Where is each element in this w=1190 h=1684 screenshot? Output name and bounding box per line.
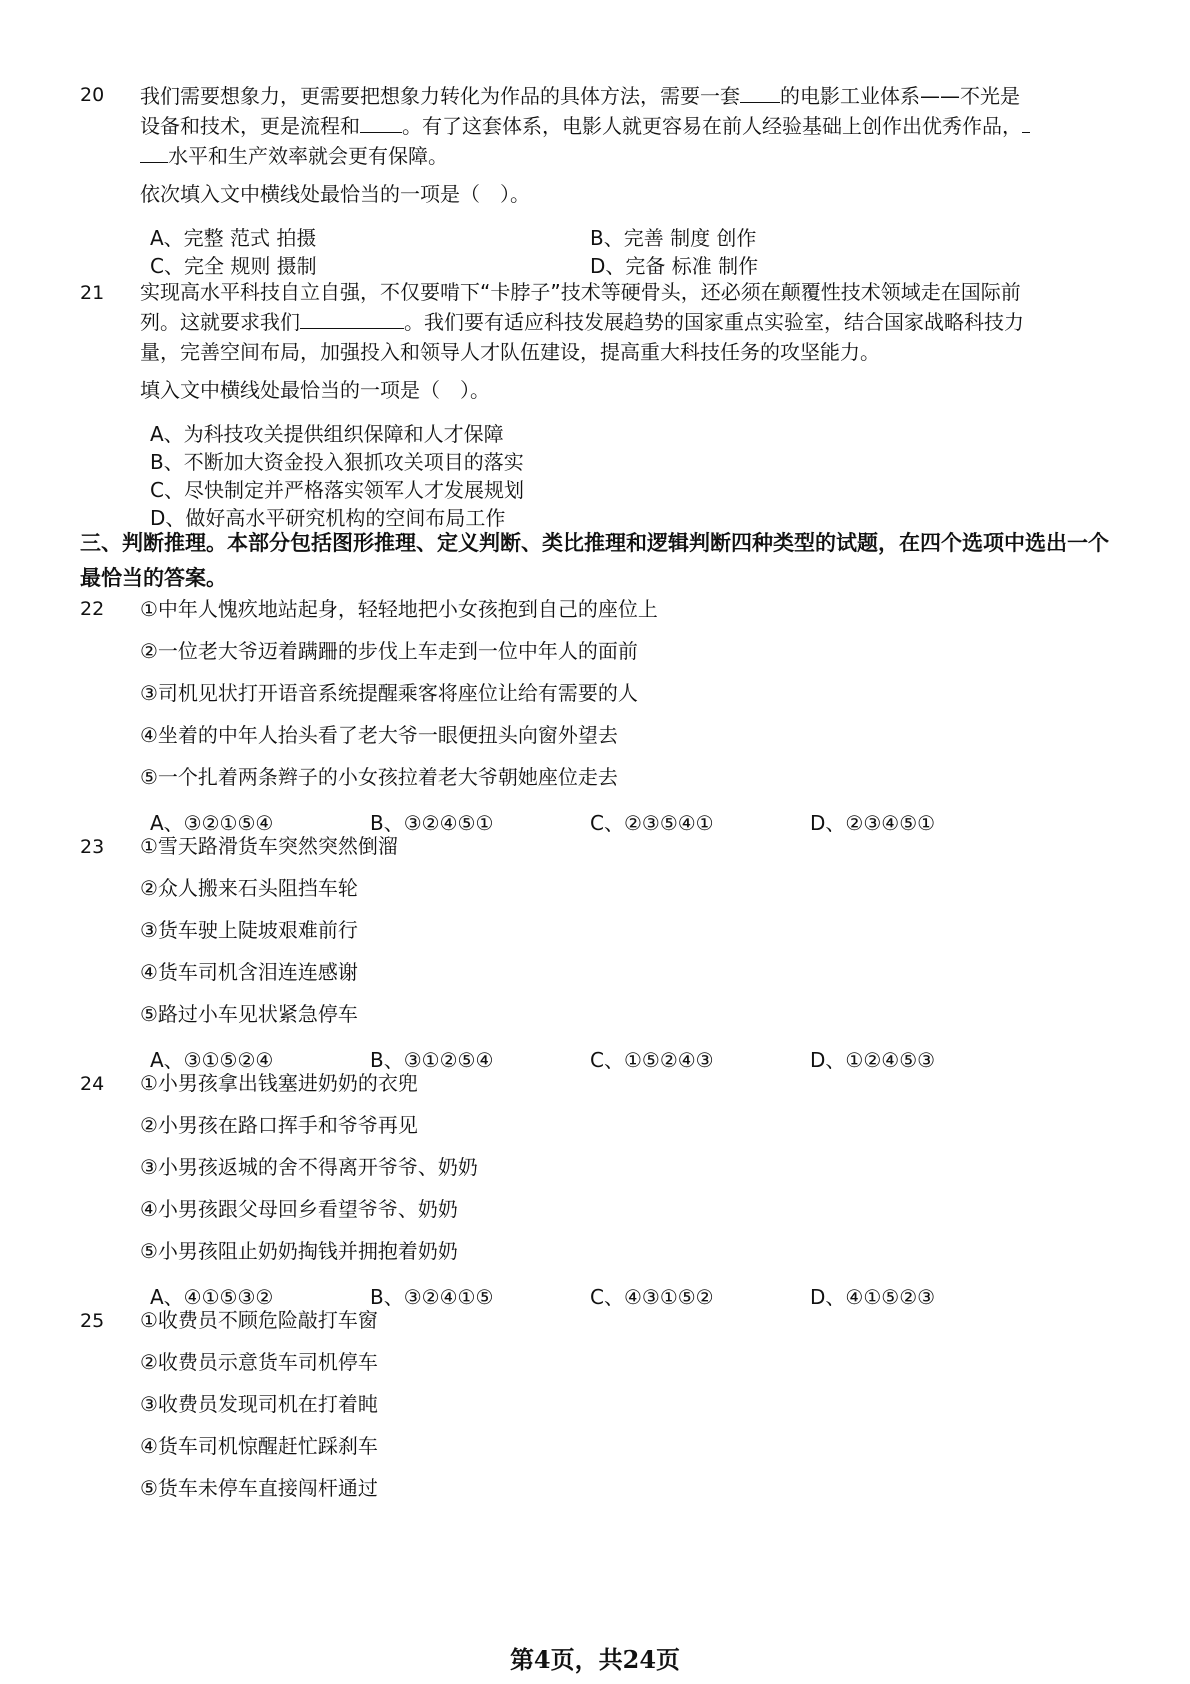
option-d: D、①②④⑤③ bbox=[810, 1048, 936, 1072]
text-segment: 。有了这套体系，电影人就更容易在前人经验基础上创作出优秀作品， bbox=[402, 114, 1022, 138]
sequence-item: ③收费员发现司机在打着盹 bbox=[140, 1392, 378, 1416]
sequence-item: ④货车司机含泪连连感谢 bbox=[140, 960, 358, 984]
sequence-item: ①小男孩拿出钱塞进奶奶的衣兜 bbox=[140, 1071, 418, 1095]
sequence-item: ⑤货车未停车直接闯杆通过 bbox=[140, 1476, 378, 1500]
question-text-line bbox=[140, 306, 1024, 338]
sequence-item: ④小男孩跟父母回乡看望爷爷、奶奶 bbox=[140, 1197, 458, 1221]
text-segment: 的电影工业体系——不光是 bbox=[780, 84, 1020, 108]
question-text-line: 实现高水平科技自立自强，不仅要啃下“卡脖子”技术等硬骨头，还必须在颠覆性技术领域走在国际前 bbox=[140, 280, 1021, 304]
option-a: A、③①⑤②④ bbox=[150, 1048, 274, 1072]
sequence-item: ①收费员不顾危险敲打车窗 bbox=[140, 1308, 378, 1332]
sequence-item: ④货车司机惊醒赶忙踩刹车 bbox=[140, 1434, 378, 1458]
sequence-item: ④坐着的中年人抬头看了老大爷一眼便扭头向窗外望去 bbox=[140, 723, 618, 747]
question-number: 22 bbox=[80, 598, 105, 620]
option-d: D、做好高水平研究机构的空间布局工作 bbox=[150, 506, 506, 530]
sequence-item: ①中年人愧疚地站起身，轻轻地把小女孩抱到自己的座位上 bbox=[140, 597, 658, 621]
question-number: 25 bbox=[80, 1310, 105, 1332]
fill-blank bbox=[740, 84, 780, 103]
question-text-line: 量，完善空间布局，加强投入和领导人才队伍建设，提高重大科技任务的攻坚能力。 bbox=[140, 340, 880, 364]
sequence-item: ②收费员示意货车司机停车 bbox=[140, 1350, 378, 1374]
sequence-item: ⑤路过小车见状紧急停车 bbox=[140, 1002, 358, 1026]
option-b: B、不断加大资金投入狠抓攻关项目的落实 bbox=[150, 450, 524, 474]
option-a: A、③②①⑤④ bbox=[150, 811, 274, 835]
sequence-item: ⑤小男孩阻止奶奶掏钱并拥抱着奶奶 bbox=[140, 1239, 458, 1263]
sequence-item: ①雪天路滑货车突然突然倒溜 bbox=[140, 834, 398, 858]
option-d: D、②③④⑤① bbox=[810, 811, 936, 835]
sequence-item: ②众人搬来石头阻挡车轮 bbox=[140, 876, 358, 900]
option-a: A、完整 范式 拍摄 bbox=[150, 226, 317, 250]
page-footer: 第4页，共24页 bbox=[509, 1645, 681, 1674]
option-b: B、③②④⑤① bbox=[370, 811, 494, 835]
sequence-item: ③货车驶上陡坡艰难前行 bbox=[140, 918, 358, 942]
option-a: A、为科技攻关提供组织保障和人才保障 bbox=[150, 422, 504, 446]
fill-blank bbox=[1022, 114, 1030, 133]
text-segment: 列。这就要求我们 bbox=[140, 310, 300, 334]
option-c: C、④③①⑤② bbox=[590, 1285, 714, 1309]
sequence-item: ②小男孩在路口挥手和爷爷再见 bbox=[140, 1113, 418, 1137]
fill-blank bbox=[360, 114, 402, 133]
question-text-line bbox=[140, 80, 1020, 112]
option-c: C、尽快制定并严格落实领军人才发展规划 bbox=[150, 478, 524, 502]
option-a: A、④①⑤③② bbox=[150, 1285, 274, 1309]
option-c: C、完全 规则 摄制 bbox=[150, 254, 317, 278]
question-number: 23 bbox=[80, 836, 105, 858]
option-c: C、②③⑤④① bbox=[590, 811, 714, 835]
question-text-line bbox=[140, 110, 1030, 142]
option-b: B、完善 制度 创作 bbox=[590, 226, 757, 250]
sequence-item: ②一位老大爷迈着蹒跚的步伐上车走到一位中年人的面前 bbox=[140, 639, 638, 663]
option-c: C、①⑤②④③ bbox=[590, 1048, 714, 1072]
option-b: B、③①②⑤④ bbox=[370, 1048, 494, 1072]
sequence-item: ③司机见状打开语音系统提醒乘客将座位让给有需要的人 bbox=[140, 681, 638, 705]
fill-blank bbox=[140, 144, 168, 163]
text-segment: 。我们要有适应科技发展趋势的国家重点实验室，结合国家战略科技力 bbox=[404, 310, 1024, 334]
question-prompt: 依次填入文中横线处最恰当的一项是（ ）。 bbox=[140, 182, 530, 206]
text-segment: 我们需要想象力，更需要把想象力转化为作品的具体方法，需要一套 bbox=[140, 84, 740, 108]
question-number: 20 bbox=[80, 84, 105, 106]
option-b: B、③②④①⑤ bbox=[370, 1285, 494, 1309]
option-d: D、④①⑤②③ bbox=[810, 1285, 936, 1309]
sequence-item: ⑤一个扎着两条辫子的小女孩拉着老大爷朝她座位走去 bbox=[140, 765, 618, 789]
section-heading: 三、判断推理。本部分包括图形推理、定义判断、类比推理和逻辑判断四种类型的试题，在四个选项中选出一个最恰当的答案。 bbox=[80, 531, 1109, 590]
question-number: 24 bbox=[80, 1073, 105, 1095]
question-text-line bbox=[140, 140, 448, 172]
question-prompt: 填入文中横线处最恰当的一项是（ ）。 bbox=[140, 378, 490, 402]
sequence-item: ③小男孩返城的舍不得离开爷爷、奶奶 bbox=[140, 1155, 478, 1179]
text-segment: 水平和生产效率就会更有保障。 bbox=[168, 144, 448, 168]
question-number: 21 bbox=[80, 282, 105, 304]
option-d: D、完备 标准 制作 bbox=[590, 254, 759, 278]
text-segment: 设备和技术，更是流程和 bbox=[140, 114, 360, 138]
fill-blank bbox=[300, 310, 404, 329]
